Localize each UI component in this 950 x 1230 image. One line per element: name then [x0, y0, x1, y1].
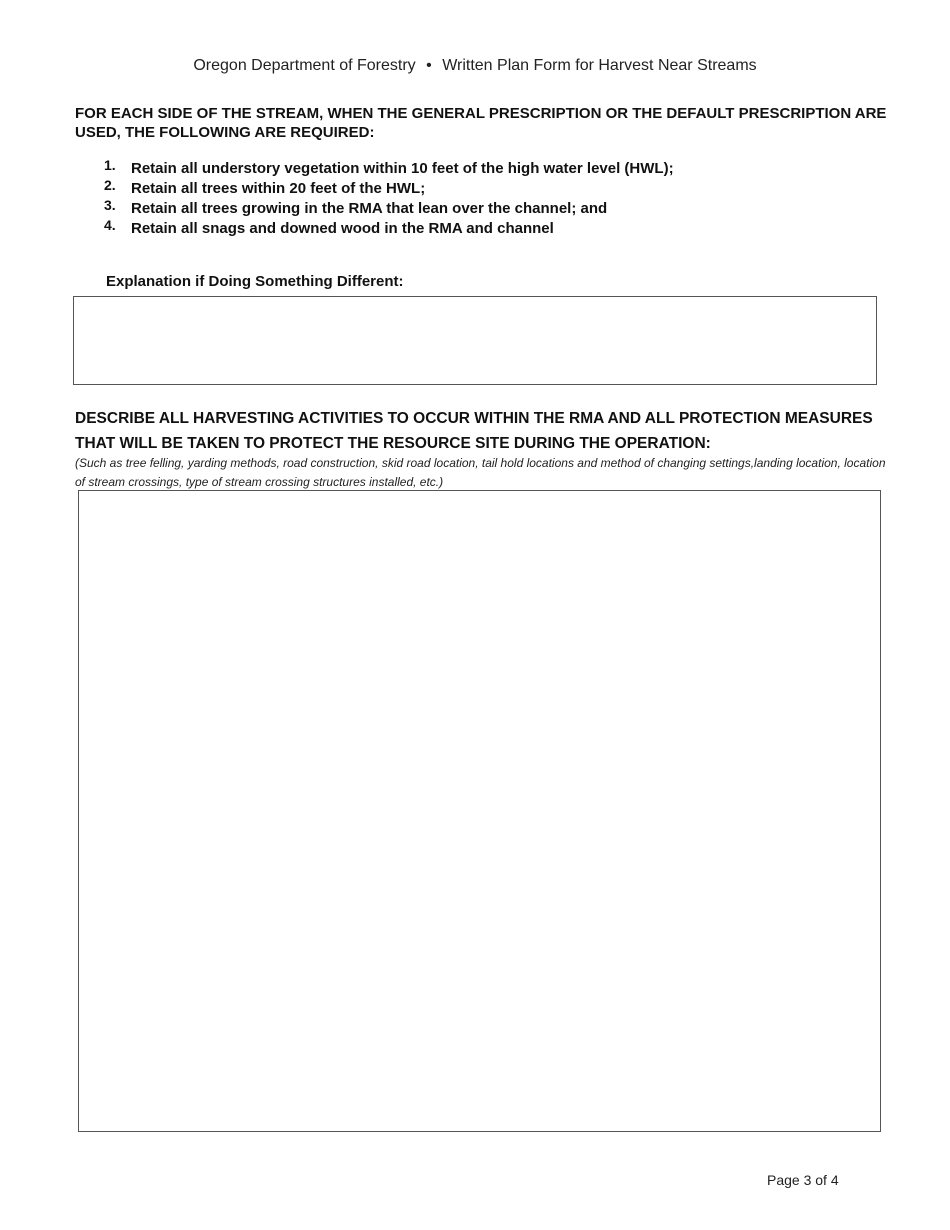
list-item-text: Retain all trees within 20 feet of the HWL; [131, 180, 426, 197]
explanation-label: Explanation if Doing Something Different: [106, 273, 404, 290]
page-number: Page 3 of 4 [767, 1172, 839, 1188]
agency-name: Oregon Department of Forestry [193, 57, 416, 74]
page-header [0, 57, 950, 75]
list-item-text: Retain all understory vegetation within 10 feet of the high water level (HWL); [131, 160, 674, 177]
form-title: Written Plan Form for Harvest Near Streams [442, 57, 757, 74]
describe-note: (Such as tree felling, yarding methods, road construction, skid road location, tail hold locations and method of changing settings,landing location, location of stream crossings, type of stream crossing structures installed, etc.) [75, 456, 886, 489]
header-separator: • [426, 57, 432, 74]
list-item-number: 4. [104, 217, 116, 233]
list-item-number: 3. [104, 197, 116, 213]
list-item-number: 1. [104, 157, 116, 173]
describe-field[interactable] [78, 490, 881, 1132]
explanation-field[interactable] [73, 296, 877, 385]
list-item-number: 2. [104, 177, 116, 193]
describe-heading: DESCRIBE ALL HARVESTING ACTIVITIES TO OCCUR WITHIN THE RMA AND ALL PROTECTION MEASURES THAT WILL BE TAKEN TO PROTECT THE RESOURCE SITE DURING THE OPERATION: [75, 410, 873, 452]
list-item-text: Retain all trees growing in the RMA that lean over the channel; and [131, 200, 608, 217]
requirements-heading: FOR EACH SIDE OF THE STREAM, WHEN THE GENERAL PRESCRIPTION OR THE DEFAULT PRESCRIPTION ARE USED, THE FOLLOWING ARE REQUIRED: [75, 105, 887, 141]
list-item-text: Retain all snags and downed wood in the RMA and channel [131, 220, 554, 237]
